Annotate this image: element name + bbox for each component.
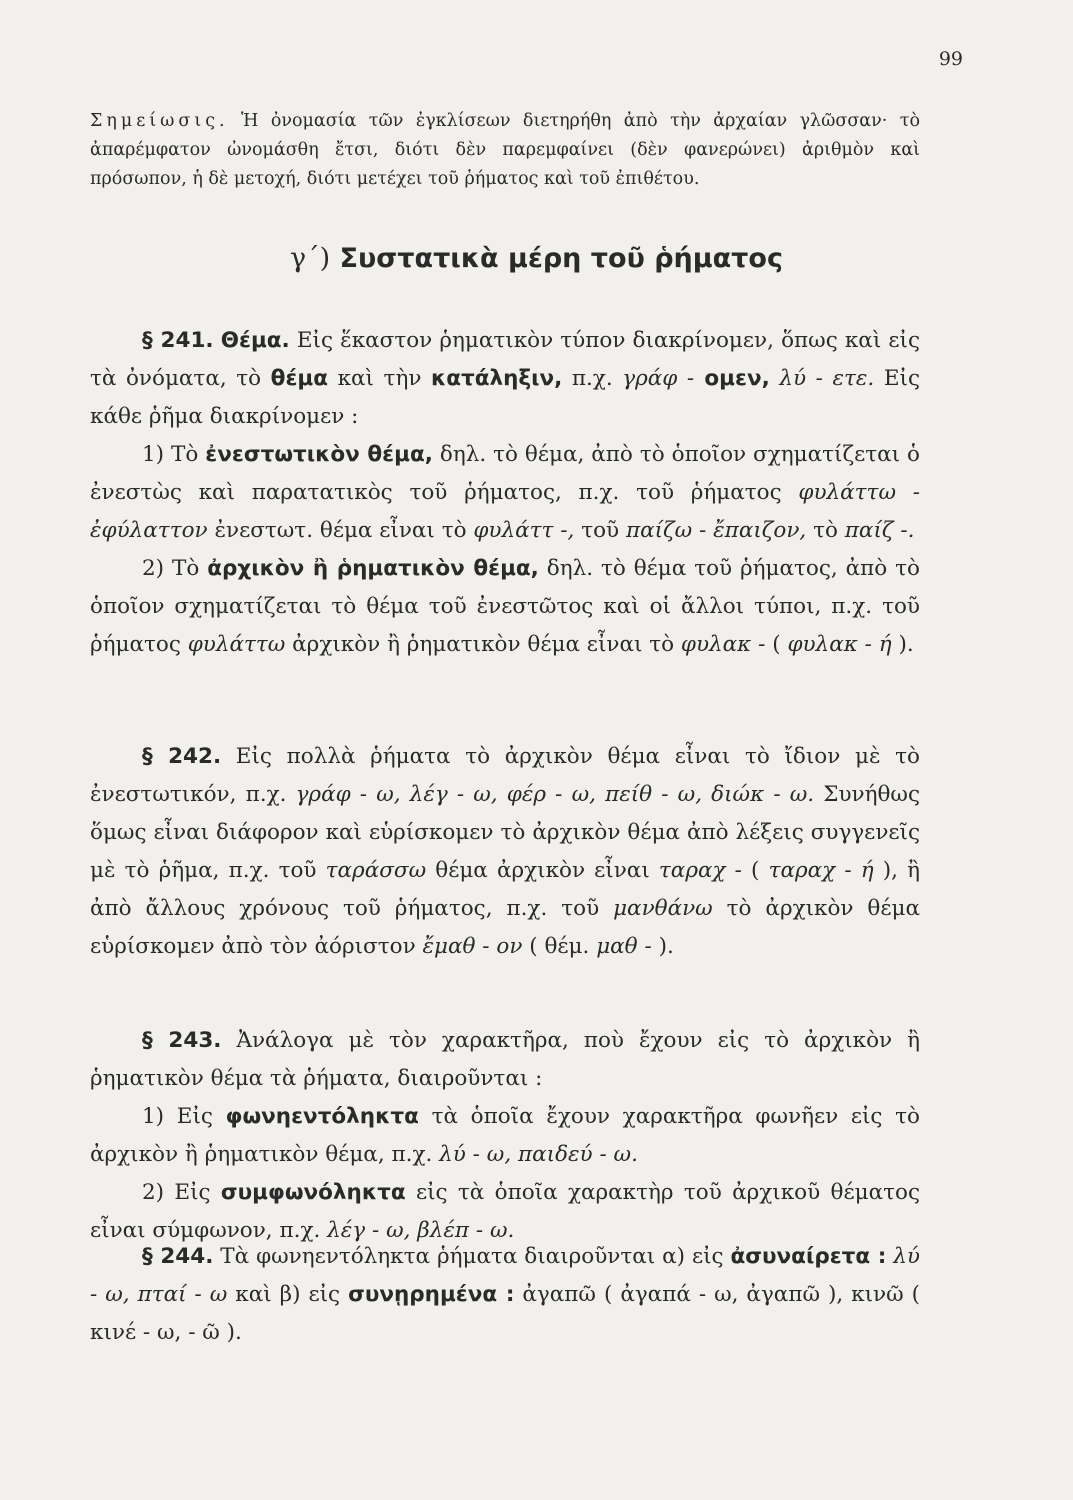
text: π.χ. bbox=[562, 366, 623, 391]
text: καὶ β) εἰς bbox=[227, 1282, 349, 1307]
text: ). bbox=[651, 934, 674, 959]
example: φυλάττ -, bbox=[473, 518, 575, 543]
text: Εἰς ἕκαστον ῥηματικὸν τύπον διακρίνομεν, ὅπως καὶ εἰς τὰ ὀνόματα, τὸ bbox=[90, 328, 920, 391]
paragraph-243 bbox=[90, 1022, 920, 1250]
term: θέμα bbox=[270, 366, 329, 391]
example: λέγ - ω, βλέπ - ω. bbox=[327, 1218, 515, 1243]
example: παίζω - ἔπαιζον, bbox=[625, 518, 807, 543]
note-text: Ἡ ὀνομασία τῶν ἐγκλίσεων διετηρήθη ἀπὸ τὴν ἀρχαίαν γλῶσσαν· τὸ ἀπαρέμφατον ὠνομάσθη ἔτσι, διότι δὲν παρεμφαίνει (δὲν φανερώνει) ἀριθμὸν καὶ πρόσωπον, ἡ δὲ μετοχή, διότι μετέχει τοῦ ῥήματος καὶ τοῦ ἐπιθέτου. bbox=[90, 111, 920, 189]
text: 2) Εἰς bbox=[142, 1180, 221, 1205]
term: Θέμα. bbox=[220, 328, 290, 353]
text: Συνήθως ὅμως εἶναι διάφορον καὶ εὑρίσκομεν τὸ ἀρχικὸν θέμα ἀπὸ λέξεις συγγενεῖς μὲ τὸ ῥῆμα, π.χ. τοῦ bbox=[90, 782, 920, 883]
text: Εἰς κάθε ῥῆμα διακρίνομεν : bbox=[90, 366, 921, 429]
text: ( bbox=[741, 858, 769, 883]
page-number: 99 bbox=[938, 48, 963, 70]
paragraph-244-text bbox=[90, 1238, 920, 1352]
paragraph-241-item-2 bbox=[90, 550, 920, 664]
text: τὸ ἀρχικὸν θέμα εὑρίσκομεν ἀπὸ τὸν ἀόριστον bbox=[90, 896, 921, 959]
term: ἀσυναίρετα : bbox=[730, 1244, 887, 1269]
example: λύ - ω, πταί - ω bbox=[90, 1244, 920, 1307]
example: ταράσσω bbox=[325, 858, 427, 883]
example: λύ - ω, παιδεύ - ω. bbox=[439, 1142, 638, 1167]
section-number: § 242. bbox=[142, 744, 222, 769]
example: γράφ - bbox=[622, 366, 695, 391]
text: ( θέμ. bbox=[522, 934, 597, 959]
heading-number: γ΄) bbox=[290, 243, 331, 274]
example: ταραχ - ή bbox=[768, 858, 874, 883]
paragraph-241-item-1 bbox=[90, 436, 920, 550]
term: φωνηεντόληκτα bbox=[225, 1104, 419, 1129]
paragraph-241-intro bbox=[90, 322, 920, 436]
text: τοῦ bbox=[574, 518, 626, 543]
example: μανθάνω bbox=[613, 896, 713, 921]
text: Ἀνάλογα μὲ τὸν χαρακτῆρα, ποὺ ἔχουν εἰς τὸ ἀρχικὸν ἢ ῥηματικὸν θέμα τὰ ῥήματα, διαιροῦνται : bbox=[90, 1028, 920, 1091]
paragraph-241 bbox=[90, 322, 920, 664]
text: ), ἢ ἀπὸ ἄλλους χρόνους τοῦ ῥήματος, π.χ. τοῦ bbox=[90, 858, 921, 921]
text: ἐνεστωτ. θέμα εἶναι τὸ bbox=[207, 518, 474, 543]
example: ταραχ - bbox=[658, 858, 742, 883]
text: δηλ. τὸ θέμα, ἀπὸ τὸ ὁποῖον σχηματίζεται ὁ ἐνεστὼς καὶ παρατατικὸς τοῦ ῥήματος, π.χ. τοῦ ῥήματος bbox=[90, 442, 920, 505]
text: Τὰ φωνηεντόληκτα ῥήματα διαιροῦνται α) εἰς bbox=[213, 1244, 731, 1269]
paragraph-242 bbox=[90, 738, 920, 966]
text: τὰ ὁποῖα ἔχουν χαρακτῆρα φωνῆεν εἰς τὸ ἀρχικὸν ἢ ῥηματικὸν θέμα, π.χ. bbox=[90, 1104, 921, 1167]
text: ( bbox=[765, 632, 788, 657]
heading-title: Συστατικὰ μέρη τοῦ ῥήματος bbox=[339, 243, 783, 274]
term: ἀρχικὸν ἢ ῥηματικὸν θέμα, bbox=[207, 556, 539, 581]
example: φυλάττω - ἐφύλαττον bbox=[90, 480, 920, 543]
paragraph-243-intro bbox=[90, 1022, 920, 1098]
term: συμφωνόληκτα bbox=[220, 1180, 406, 1205]
example: φυλάττω bbox=[187, 632, 286, 657]
text: Εἰς πολλὰ ῥήματα τὸ ἀρχικὸν θέμα εἶναι τὸ ἴδιον μὲ τὸ ἐνεστωτικόν, π.χ. bbox=[90, 744, 920, 807]
example: λύ - ετε. bbox=[769, 366, 875, 391]
term: ομεν, bbox=[694, 366, 770, 391]
section-number: § 244. bbox=[142, 1244, 214, 1269]
text: ). bbox=[891, 632, 914, 657]
text: 1) Τὸ bbox=[142, 442, 206, 467]
example: ἔμαθ - ον bbox=[422, 934, 523, 959]
text: ἀγαπῶ ( ἀγαπά - ω, ἀγαπῶ ), κινῶ ( κινέ - ω, - ῶ ). bbox=[90, 1282, 920, 1345]
example: παίζ -. bbox=[844, 518, 915, 543]
term: ἐνεστωτικὸν θέμα, bbox=[205, 442, 433, 467]
text: εἰς τὰ ὁποῖα χαρακτὴρ τοῦ ἀρχικοῦ θέματος εἶναι σύμφωνον, π.χ. bbox=[90, 1180, 920, 1243]
text: τὸ bbox=[806, 518, 845, 543]
note-paragraph bbox=[90, 107, 920, 194]
text: δηλ. τὸ θέμα τοῦ ῥήματος, ἀπὸ τὸ ὁποῖον σχηματίζεται τὸ θέμα τοῦ ἐνεστῶτος καὶ οἱ ἄλλοι τύποι, π.χ. τοῦ ῥήματος bbox=[90, 556, 921, 657]
example: φυλακ - ή bbox=[787, 632, 892, 657]
text: καὶ τὴν bbox=[328, 366, 431, 391]
term: συνῃρημένα : bbox=[348, 1282, 515, 1307]
example: φυλακ - bbox=[680, 632, 766, 657]
text: ἀρχικὸν ἢ ῥηματικὸν θέμα εἶναι τὸ bbox=[285, 632, 681, 657]
section-number: § 241. bbox=[142, 328, 214, 353]
paragraph-244 bbox=[90, 1238, 920, 1352]
paragraph-243-item-1 bbox=[90, 1098, 920, 1174]
paragraph-242-text bbox=[90, 738, 920, 966]
example: μαθ - bbox=[596, 934, 652, 959]
text: 1) Εἰς bbox=[142, 1104, 226, 1129]
text: 2) Τὸ bbox=[142, 556, 208, 581]
term: κατάληξιν, bbox=[430, 366, 563, 391]
section-number: § 243. bbox=[142, 1028, 222, 1053]
note-lead: Σημείωσις. bbox=[90, 111, 229, 131]
example: γράφ - ω, λέγ - ω, φέρ - ω, πείθ - ω, διώκ - ω. bbox=[295, 782, 815, 807]
section-heading bbox=[0, 243, 1073, 274]
text: θέμα ἀρχικὸν εἶναι bbox=[426, 858, 659, 883]
